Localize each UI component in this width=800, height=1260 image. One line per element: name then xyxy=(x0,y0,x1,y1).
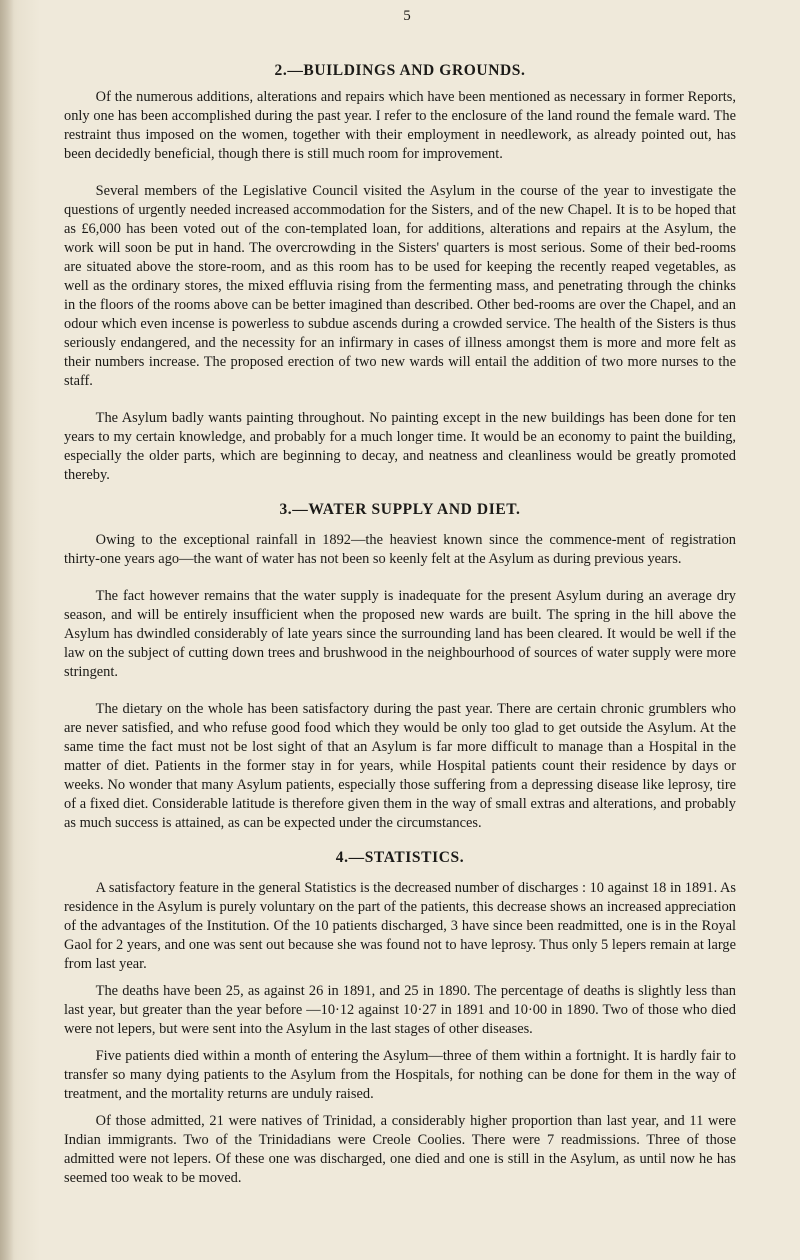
section-heading-water: 3.—WATER SUPPLY AND DIET. xyxy=(279,501,521,518)
binding-shadow xyxy=(0,0,14,1260)
paragraph: Owing to the exceptional rainfall in 1892—the heaviest known since the commence-ment of registration thirty-one years ago—the want of water has not been so keenly felt at the Asylum as during previous years. xyxy=(64,532,736,567)
paragraph: Five patients died within a month of entering the Asylum—three of them within a fortnight. It is hardly fair to transfer so many dying patients to the Asylum from the Hospitals, for nothing can be done for them in the way of treatment, and the mortality returns are unduly raised. xyxy=(64,1048,736,1102)
section-heading-statistics: 4.—STATISTICS. xyxy=(335,849,465,866)
paragraph: Of the numerous additions, alterations and repairs which have been mentioned as necessary in former Reports, only one has been accomplished during the past year. I refer to the enclosure of the land round the female ward. The restraint thus imposed on the women, together with their employment in needlework, as already pointed out, has been decidedly beneficial, though there is still much room for improvement. xyxy=(64,89,736,162)
paragraph: Several members of the Legislative Council visited the Asylum in the course of the year to investigate the questions of urgently needed increased accommodation for the Sisters, and of the new Chapel. It is to be hoped that as £6,000 has been voted out of the con-templated loan, for additions, alterations and repairs at the Asylum, the work will soon be put in hand. The overcrowding in the Sisters' quarters is most serious. Some of their bed-rooms are situated above the store-room, and as this room has to be used for keeping the recently reaped vegetables, as well as the ordinary stores, the mixed effluvia rising from the fermenting mass, and penetrating through the chinks in the floors of the rooms above can be better imagined than described. Other bed-rooms are over the Chapel, and an odour which even incense is powerless to subdue ascends during a crowded service. The health of the Sisters is thus seriously endangered, and the necessity for an infirmary in cases of illness amongst them is more and more felt as their numbers increase. The proposed erection of two new wards will entail the addition of two more nurses to the staff. xyxy=(64,183,736,389)
paragraph: The fact however remains that the water supply is inadequate for the present Asylum during an average dry season, and will be entirely insufficient when the proposed new wards are built. The spring in the hill above the Asylum has dwindled considerably of late years since the surrounding land has been cleared. It would be well if the law on the subject of cutting down trees and brushwood in the neighbourhood of sources of water supply were more stringent. xyxy=(64,588,736,680)
paragraph: The dietary on the whole has been satisfactory during the past year. There are certain chronic grumblers who are never satisfied, and who refuse good food which they would be only too glad to get outside the Asylum. At the same time the fact must not be lost sight of that an Asylum is far more difficult to manage than a Hospital in the matter of diet. Patients in the former stay in for years, while Hospital patients count their residence by days or weeks. No wonder that many Asylum patients, especially those suffering from a depressing disease like leprosy, tire of a fixed diet. Considerable latitude is therefore given them in the way of small extras and alterations, and probably as much success is attained, as can be expected under the circumstances. xyxy=(64,701,736,831)
paragraph: The Asylum badly wants painting throughout. No painting except in the new buildings has been done for ten years to my certain knowledge, and probably for a much longer time. It would be an economy to paint the building, especially the older parts, which are beginning to decay, and neatness and cleanliness would be greatly promoted thereby. xyxy=(64,410,736,483)
paragraph: The deaths have been 25, as against 26 in 1891, and 25 in 1890. The percentage of deaths is slightly less than last year, but greater than the year before —10·12 against 10·27 in 1891 and 10·00 in 1890. Two of those who died were not lepers, but were sent into the Asylum in the last stages of other diseases. xyxy=(64,983,736,1037)
paragraph: A satisfactory feature in the general Statistics is the decreased number of discharges : 10 against 18 in 1891. As residence in the Asylum is purely voluntary on the part of the patients, this decrease shows an increased appreciation of the advantages of the Institution. Of the 10 patients discharged, 3 have since been readmitted, one is in the Royal Gaol for 2 years, and one was sent out because she was found not to have leprosy. Thus only 5 lepers remain at large from last year. xyxy=(64,880,736,972)
paragraph: Of those admitted, 21 were natives of Trinidad, a considerably higher proportion than last year, and 11 were Indian immigrants. Two of the Trinidadians were Creole Coolies. There were 7 readmissions. Three of those admitted were not lepers. Of these one was discharged, one died and one is still in the Asylum, as until now he has seemed too weak to be moved. xyxy=(64,1113,736,1186)
page-number: 5 xyxy=(403,8,411,24)
document-body xyxy=(64,44,736,1188)
section-heading-buildings: 2.—BUILDINGS AND GROUNDS. xyxy=(274,62,526,79)
